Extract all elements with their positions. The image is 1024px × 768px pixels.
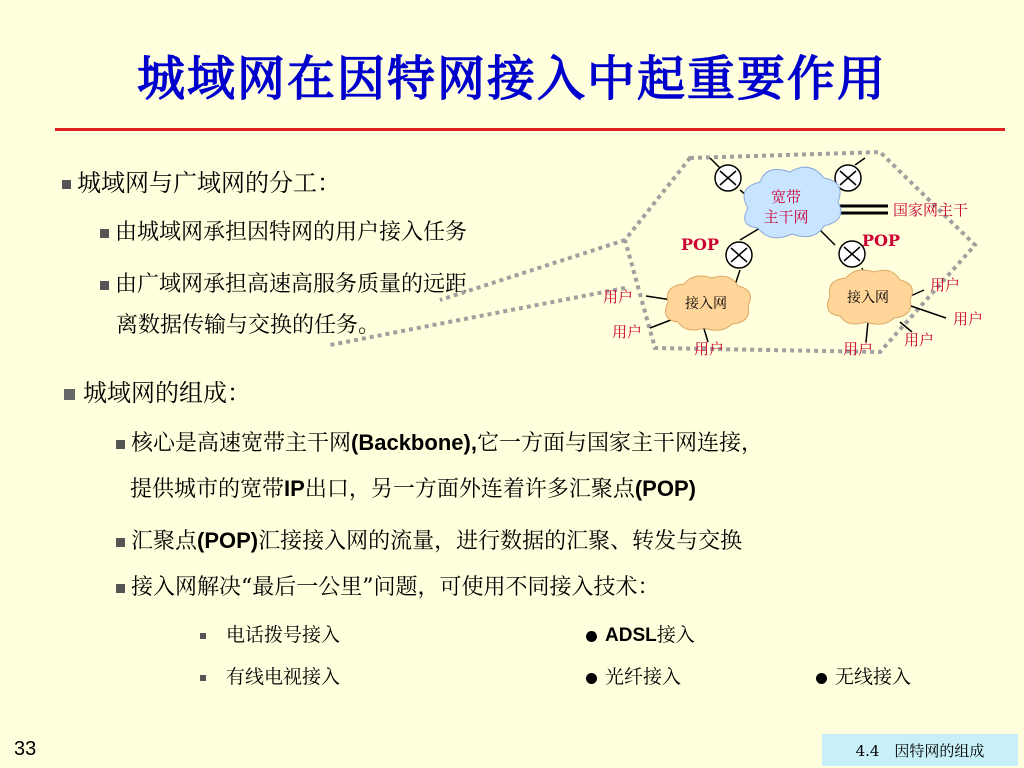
list-item-pop: 汇聚点(POP)汇接接入网的流量，进行数据的汇聚、转发与交换	[116, 524, 742, 555]
backbone-label-line2: 主干网	[763, 208, 809, 226]
tech-adsl: ADSL接入	[586, 620, 695, 647]
list-item-metro-role: 由城域网承担因特网的用户接入任务	[100, 215, 467, 246]
user-label: 用户	[694, 340, 725, 358]
router-icon	[715, 165, 741, 191]
tech-cable-tv: 有线电视接入	[200, 662, 340, 689]
callout-line-lower	[330, 288, 625, 345]
user-label: 用户	[930, 276, 961, 294]
access-network-label-left: 接入网	[685, 296, 727, 312]
backbone-label-line1: 宽带	[770, 188, 802, 206]
national-backbone-label: 国家网主干	[893, 201, 969, 219]
list-item-wan-role-cont: 离数据传输与交换的任务。	[116, 313, 381, 338]
router-icon	[726, 242, 752, 268]
tech-dialup: 电话拨号接入	[200, 620, 340, 647]
list-item-backbone: 核心是高速宽带主干网(Backbone),它一方面与国家主干网连接，	[116, 426, 763, 457]
user-label: 用户	[603, 288, 634, 306]
section-heading-composition: 城域网的组成：	[64, 373, 251, 408]
footer-section-label: 4.4 因特网的组成	[822, 734, 1018, 766]
user-label: 用户	[612, 323, 643, 341]
tech-fiber: 光纤接入	[586, 662, 681, 689]
callout-line-upper	[440, 240, 625, 300]
national-backbone-link	[840, 206, 888, 213]
section-heading-division: 城域网与广域网的分工：	[62, 163, 341, 198]
list-item-wan-role: 由广域网承担高速高服务质量的远距	[100, 267, 467, 298]
access-network-label-right: 接入网	[847, 290, 889, 306]
pop-label-right: POP	[862, 231, 900, 250]
page-number: 33	[14, 738, 37, 760]
pop-label-left: POP	[681, 235, 719, 254]
user-label: 用户	[843, 340, 874, 358]
slide-title: 城域网在因特网接入中起重要作用	[136, 51, 887, 107]
list-item-access-net: 接入网解决“最后一公里”问题，可使用不同接入技术：	[116, 570, 660, 601]
user-label: 用户	[904, 331, 935, 349]
user-label: 用户	[953, 310, 984, 328]
list-item-backbone-cont: 提供城市的宽带IP出口，另一方面外连着许多汇聚点(POP)	[130, 476, 696, 502]
tech-wireless: 无线接入	[816, 662, 911, 689]
